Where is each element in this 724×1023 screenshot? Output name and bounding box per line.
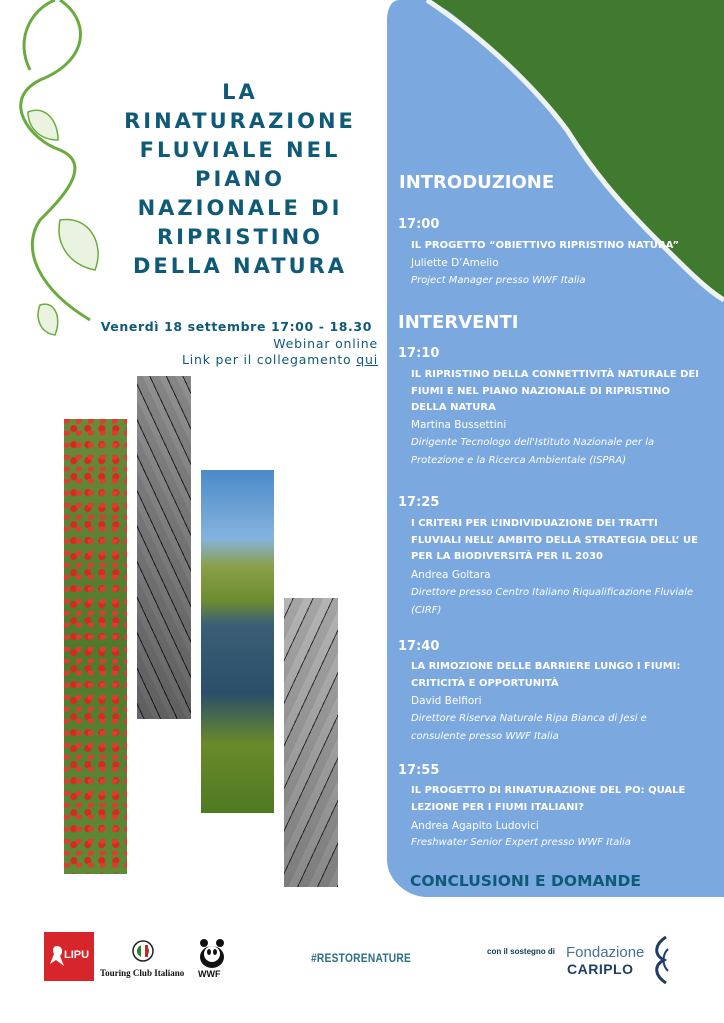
river-wetland-image bbox=[201, 470, 274, 813]
title-line: FLUVIALE NEL bbox=[139, 138, 341, 162]
link-prefix: Link per il collegamento bbox=[181, 352, 357, 367]
talk-speaker: Andrea Goltara bbox=[411, 569, 491, 581]
touring-club-label: Touring Club Italiano bbox=[100, 968, 185, 978]
talk-speaker: Andrea Agapito Ludovici bbox=[411, 820, 539, 832]
touring-club-emblem-icon bbox=[132, 940, 154, 962]
cracked-earth-image-2 bbox=[284, 598, 338, 887]
lipu-logo bbox=[44, 932, 94, 981]
event-link-line bbox=[182, 352, 378, 367]
title-line: RINATURAZIONE bbox=[124, 109, 356, 133]
title-line: RIPRISTINO bbox=[156, 225, 324, 249]
fondazione-label: Fondazione bbox=[566, 944, 645, 961]
support-label: con il sostegno di bbox=[487, 947, 556, 956]
talk-role: Direttore Riserva Naturale Ripa Bianca di Jesi e consulente presso WWF Italia bbox=[411, 713, 647, 742]
cracked-earth-image-1 bbox=[137, 376, 191, 719]
talk-time: 17:55 bbox=[398, 763, 440, 778]
conclusions-heading: CONCLUSIONI E DOMANDE bbox=[410, 872, 641, 890]
poppy-field-image bbox=[64, 419, 127, 874]
talk-role: Direttore presso Centro Italiano Riqualificazione Fluviale (CIRF) bbox=[411, 587, 694, 616]
page-title bbox=[95, 78, 385, 281]
wwf-panda-icon bbox=[197, 937, 227, 969]
talk-title: IL PROGETTO DI RINATURAZIONE DEL PO: QUALE LEZIONE PER I FIUMI ITALIANI? bbox=[411, 785, 686, 813]
wwf-label: WWF bbox=[198, 969, 221, 979]
talk-role: Dirigente Tecnologo dell'Istituto Nazionale per la Protezione e la Ricerca Ambientale (ISPRA) bbox=[411, 437, 655, 466]
intro-time: 17:00 bbox=[398, 217, 440, 232]
talk-time: 17:40 bbox=[398, 639, 440, 654]
registration-link[interactable]: qui bbox=[356, 352, 378, 367]
talk-title: IL RIPRISTINO DELLA CONNETTIVITÀ NATURALE DEI FIUMI E NEL PIANO NAZIONALE DI RIPRISTINO DELLA NATURA bbox=[411, 369, 699, 413]
talk-time: 17:25 bbox=[398, 495, 440, 510]
cariplo-label: CARIPLO bbox=[567, 961, 634, 977]
title-line: NAZIONALE DI bbox=[137, 196, 343, 220]
talk-title: LA RIMOZIONE DELLE BARRIERE LUNGO I FIUMI: CRITICITÀ E OPPORTUNITÀ bbox=[411, 661, 681, 689]
talk-role: Freshwater Senior Expert presso WWF Italia bbox=[411, 837, 631, 848]
introduction-heading: INTRODUZIONE bbox=[399, 172, 555, 193]
talk-time: 17:10 bbox=[398, 346, 440, 361]
talks-heading: INTERVENTI bbox=[398, 312, 519, 333]
title-line: PIANO bbox=[195, 167, 285, 191]
lipu-text: LIPU bbox=[64, 949, 90, 961]
intro-role: Project Manager presso WWF Italia bbox=[411, 275, 586, 286]
talk-speaker: David Belfiori bbox=[411, 695, 482, 707]
intro-title: IL PROGETTO “OBIETTIVO RIPRISTINO NATURA” bbox=[411, 240, 680, 251]
event-datetime: Venerdì 18 settembre 17:00 - 18.30 bbox=[100, 319, 372, 334]
title-line: LA bbox=[222, 80, 258, 104]
cariplo-logo-icon bbox=[648, 935, 672, 985]
title-line: DELLA NATURA bbox=[132, 254, 348, 278]
intro-speaker: Juliette D’Amelio bbox=[411, 257, 499, 269]
talk-title: I CRITERI PER L’INDIVIDUAZIONE DEI TRATTI FLUVIALI NELL’ AMBITO DELLA STRATEGIA DELL’ UE PER LA BIODIVERSITÀ PER IL 2030 bbox=[411, 518, 698, 562]
talk-speaker: Martina Bussettini bbox=[411, 419, 507, 431]
hashtag: #RESTORENATURE bbox=[311, 951, 412, 965]
event-format: Webinar online bbox=[273, 336, 378, 351]
